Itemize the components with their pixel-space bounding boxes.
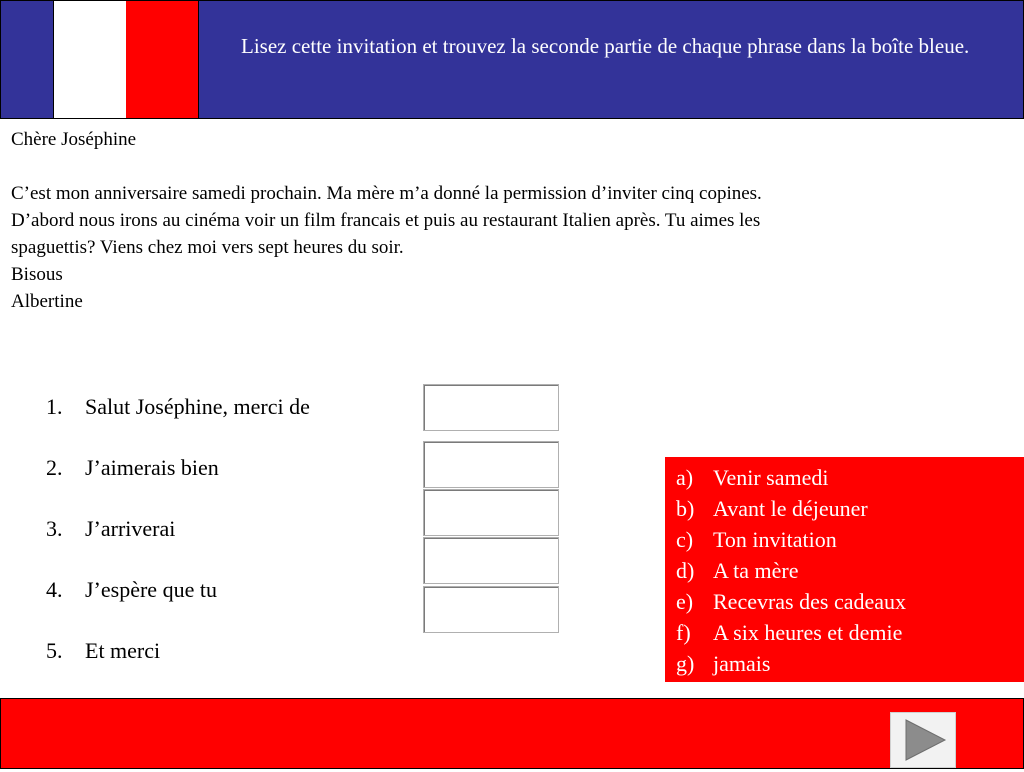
answer-box-5[interactable] [423,586,559,633]
option-text: Venir samedi [713,465,829,490]
option-text: A ta mère [713,558,799,583]
options-box [665,457,1024,682]
question-number: 2. [46,455,63,480]
footer-bar [0,698,1024,769]
option-item [676,589,906,615]
option-text: Ton invitation [713,527,837,552]
answer-box-1[interactable] [423,384,559,431]
option-letter: d) [676,558,695,583]
question-number: 3. [46,516,63,541]
option-letter: f) [676,620,691,645]
question-text: J’espère que tu [85,577,217,602]
answer-box-4[interactable] [423,537,559,584]
letter-greeting: Chère Joséphine [11,129,137,150]
question-text: Salut Joséphine, merci de [85,394,310,419]
option-letter: c) [676,527,694,552]
answer-box-2[interactable] [423,441,559,488]
question-text: J’arriverai [85,516,176,541]
instruction-text: Lisez cette invitation et trouvez la seconde partie de chaque phrase dans la boîte bleue. [241,34,970,58]
flag-white-stripe [53,1,127,118]
question-item [46,394,406,420]
letter-line: spaguettis? Viens chez moi vers sept heures du soir. [11,237,404,258]
option-text: Recevras des cadeaux [713,589,907,614]
option-letter: b) [676,496,695,521]
question-text: J’aimerais bien [85,455,219,480]
answer-box-3[interactable] [423,489,559,536]
option-letter: e) [676,589,694,614]
option-text: A six heures et demie [713,620,903,645]
option-item [676,558,799,584]
question-item [46,516,406,542]
header-banner [0,0,1024,119]
question-item [46,577,406,603]
play-triangle-icon [891,713,955,767]
question-item [46,455,406,481]
letter-line: C’est mon anniversaire samedi prochain. Ma mère m’a donné la permission d’inviter cinq copines. [11,183,762,204]
question-number: 1. [46,394,63,419]
question-item [46,638,406,664]
letter-closing: Bisous [11,264,63,285]
option-item [676,465,828,491]
flag-red-stripe [126,1,199,118]
option-item [676,496,868,522]
next-slide-button[interactable] [890,712,956,768]
option-item [676,651,770,677]
option-item [676,620,902,646]
option-text: jamais [713,651,771,676]
letter-line: D’abord nous irons au cinéma voir un film francais et puis au restaurant Italien après. Tu aimes les [11,210,761,231]
option-letter: g) [676,651,695,676]
invitation-letter [11,126,1001,315]
question-text: Et merci [85,638,161,663]
option-item [676,527,837,553]
option-text: Avant le déjeuner [713,496,868,521]
option-letter: a) [676,465,694,490]
letter-signature: Albertine [11,291,83,312]
question-number: 5. [46,638,63,663]
question-number: 4. [46,577,63,602]
